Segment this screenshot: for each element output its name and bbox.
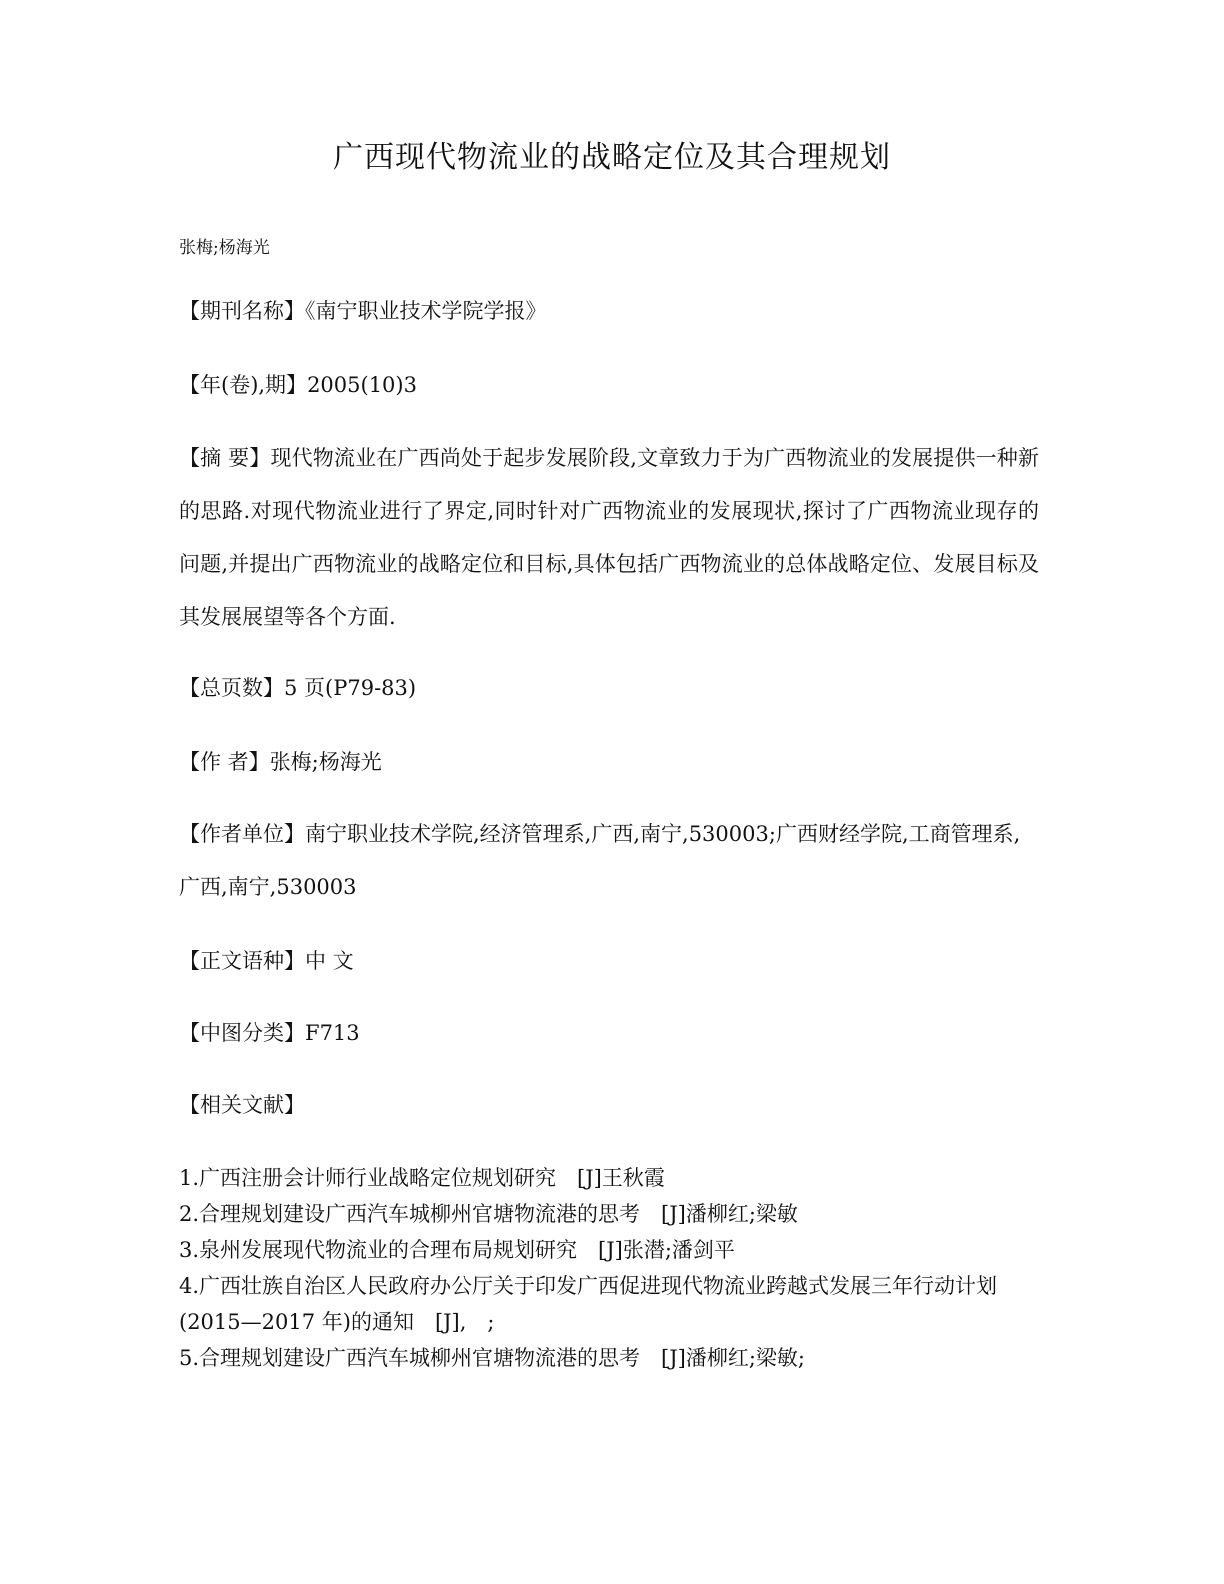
language-field <box>179 943 1039 979</box>
classification-value: F713 <box>305 1021 360 1045</box>
related-literature-heading: 【相关文献】 <box>179 1093 305 1117</box>
authors-field <box>179 744 1039 780</box>
authors-line: 张梅;杨海光 <box>179 238 270 258</box>
pages-field <box>179 670 1039 706</box>
affiliation-field <box>179 808 1039 914</box>
affiliation-label: 【作者单位】 <box>179 822 305 846</box>
journal-label: 【期刊名称】 <box>179 299 305 323</box>
authors-value: 张梅;杨海光 <box>269 750 382 774</box>
year-volume-issue-field <box>179 367 1039 403</box>
year-volume-issue-value: 2005(10)3 <box>307 373 417 397</box>
reference-list <box>179 1160 1039 1376</box>
abstract-text: 现代物流业在广西尚处于起步发展阶段,文章致力于为广西物流业的发展提供一种新的思路.对现代物流业进行了界定,同时针对广西物流业的发展现状,探讨了广西物流业现存的问题,并提出广西物流业的战略定位和目标,具体包括广西物流业的总体战略定位、发展目标及其发展展望等各个方面. <box>179 446 1039 629</box>
classification-label: 【中图分类】 <box>179 1021 305 1045</box>
abstract-field <box>179 432 1039 644</box>
classification-field <box>179 1015 1039 1051</box>
reference-item: 4.广西壮族自治区人民政府办公厅关于印发广西促进现代物流业跨越式发展三年行动计划(2015—2017 年)的通知 [J], ; <box>179 1274 998 1334</box>
affiliation-value: 南宁职业技术学院,经济管理系,广西,南宁,530003;广西财经学院,工商管理系,广西,南宁,530003 <box>179 822 1021 899</box>
document-title: 广西现代物流业的战略定位及其合理规划 <box>333 140 891 175</box>
reference-item: 2.合理规划建设广西汽车城柳州官塘物流港的思考 [J]潘柳红;梁敏 <box>179 1202 798 1226</box>
reference-item: 5.合理规划建设广西汽车城柳州官塘物流港的思考 [J]潘柳红;梁敏; <box>179 1346 805 1370</box>
reference-item: 1.广西注册会计师行业战略定位规划研究 [J]王秋霞 <box>179 1166 665 1190</box>
reference-item: 3.泉州发展现代物流业的合理布局规划研究 [J]张潜;潘剑平 <box>179 1238 735 1262</box>
abstract-label: 【摘 要】 <box>179 446 271 470</box>
pages-value: 5 页(P79-83) <box>284 676 417 700</box>
year-volume-issue-label: 【年(卷),期】 <box>179 373 308 397</box>
authors-label: 【作 者】 <box>179 750 270 774</box>
pages-label: 【总页数】 <box>179 676 284 700</box>
journal-value: 《南宁职业技术学院学报》 <box>305 299 547 323</box>
language-label: 【正文语种】 <box>179 949 305 973</box>
journal-field <box>179 293 1039 329</box>
language-value: 中 文 <box>305 949 354 973</box>
